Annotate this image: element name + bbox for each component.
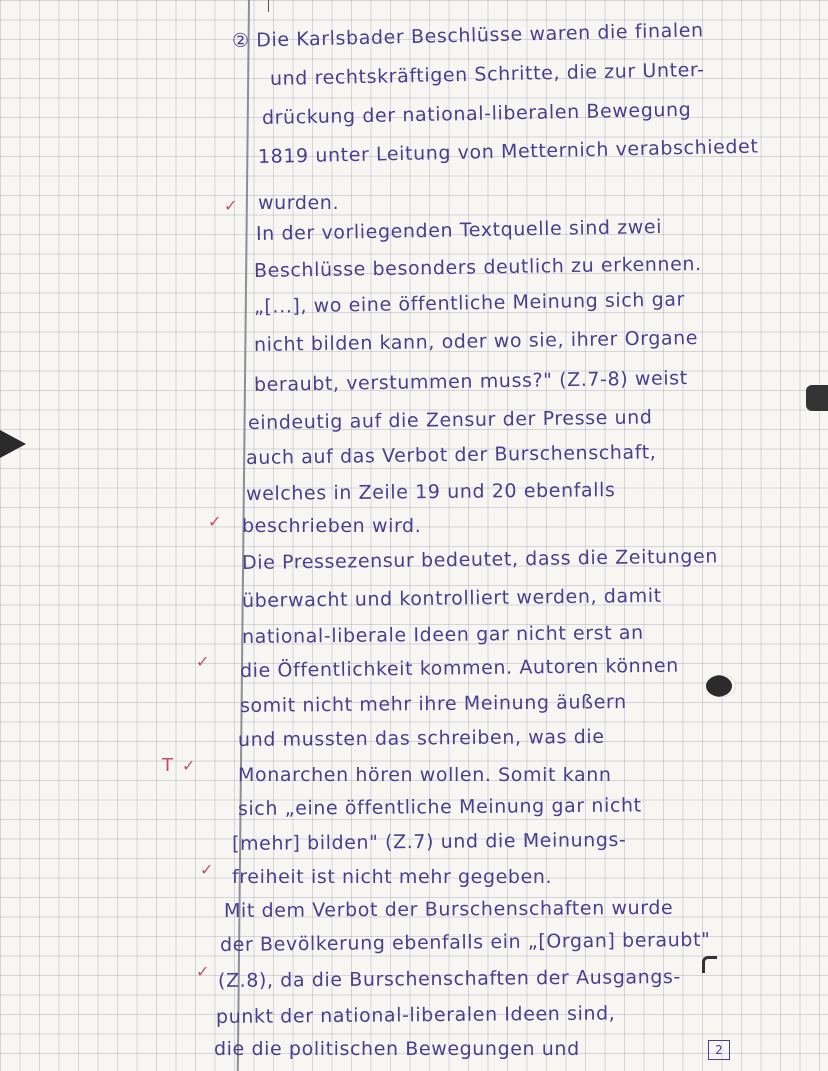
text-line-8: „[...], wo eine öffentliche Meinung sich gar (253, 288, 686, 318)
top-tick-mark (268, 0, 269, 12)
text-line-12: auch auf das Verbot der Burschenschaft, (245, 441, 657, 469)
check-mark-6: ✓ (196, 962, 210, 981)
text-line-22: sich „eine öffentliche Meinung gar nicht (237, 794, 642, 820)
text-line-15: Die Pressezensur bedeutet, dass die Zeitungen (241, 545, 719, 574)
text-line-25: Mit dem Verbot der Burschenschaften wurde (223, 896, 674, 922)
binder-hole-left (0, 430, 26, 458)
text-line-4: 1819 unter Leitung von Metternich verabschiedet (257, 135, 759, 168)
text-line-16: überwacht und kontrolliert werden, damit (241, 584, 662, 612)
binder-clip-right (806, 385, 828, 411)
text-line-19: somit nicht mehr ihre Meinung äußern (239, 690, 627, 717)
text-line-10: beraubt, verstummen muss?" (Z.7-8) weist (253, 367, 688, 396)
page-number: 2 (708, 1040, 730, 1060)
text-line-28: punkt der national-liberalen Ideen sind, (215, 1002, 616, 1028)
text-line-9: nicht bilden kann, oder wo sie, ihrer Organe (253, 327, 699, 356)
binder-ring-shadow (706, 675, 736, 697)
text-line-27: (Z.8), da die Burschenschaften der Ausgangs- (217, 965, 682, 992)
text-line-26: der Bevölkerung ebenfalls ein „[Organ] beraubt" (219, 928, 711, 956)
text-line-14: beschrieben wird. (242, 515, 422, 537)
text-line-17: national-liberale Ideen gar nicht erst an (241, 621, 644, 648)
text-line-6: In der vorliegenden Textquelle sind zwei (255, 215, 663, 245)
pen-stroke-hook (702, 956, 717, 973)
check-mark-5: ✓ (200, 860, 214, 879)
text-line-11: eindeutig auf die Zensur der Presse und (247, 406, 653, 434)
text-line-5: wurden. (258, 192, 340, 214)
text-line-2: und rechtskräftigen Schritte, die zur Unter- (269, 58, 705, 90)
check-mark-1: ✓ (224, 196, 238, 215)
text-line-24: freiheit ist nicht mehr gegeben. (232, 866, 553, 888)
text-line-18: die Öffentlichkeit kommen. Autoren können (239, 654, 679, 682)
check-mark-4: ✓ (182, 756, 196, 775)
check-mark-2: ✓ (208, 512, 222, 531)
check-mark-3: ✓ (196, 652, 210, 671)
text-line-7: Beschlüsse besonders deutlich zu erkennen. (253, 252, 702, 282)
text-line-29: die die politischen Bewegungen und (214, 1038, 580, 1060)
text-line-3: drückung der national-liberalen Bewegung (261, 98, 692, 129)
text-line-23: [mehr] bilden" (Z.7) und die Meinungs- (231, 828, 627, 855)
t-mark: T (162, 755, 173, 776)
text-line-21: Monarchen hören wollen. Somit kann (238, 764, 612, 786)
text-line-13: welches in Zeile 19 und 20 ebenfalls (245, 479, 616, 505)
text-line-20: und mussten das schreiben, was die (237, 725, 605, 751)
text-line-1: ② Die Karlsbader Beschlüsse waren die finalen (231, 19, 704, 52)
